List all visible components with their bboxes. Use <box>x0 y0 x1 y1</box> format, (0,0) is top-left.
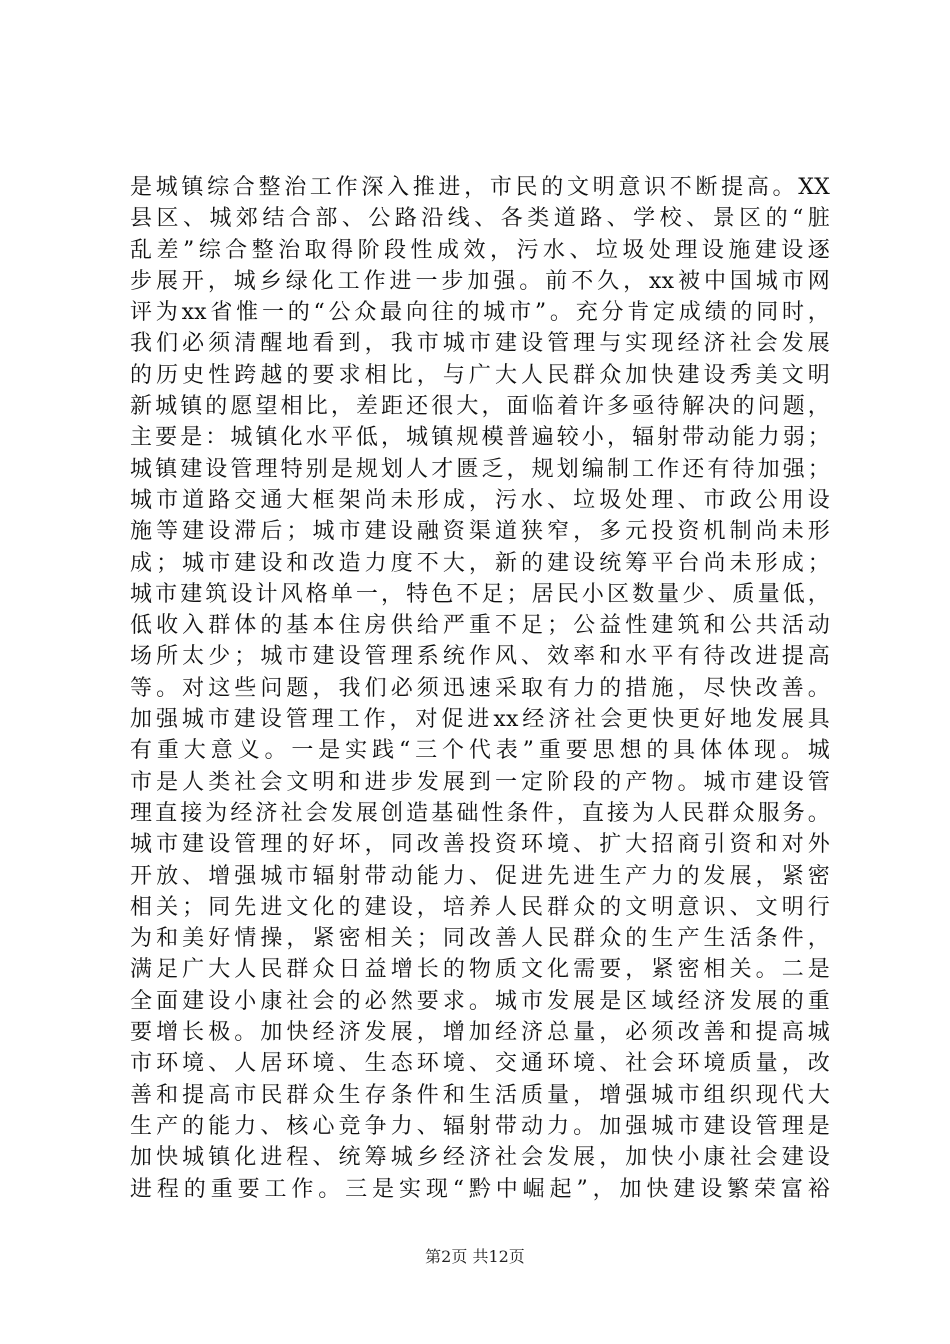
text-line: 生产的能力、核心竞争力、辐射带动力。加强城市建设管理是 <box>130 1113 830 1139</box>
text-line: 我们必须清醒地看到，我市城市建设管理与实现经济社会发展 <box>130 331 830 357</box>
text-line: 主要是：城镇化水平低，城镇规模普遍较小，辐射带动能力弱； <box>130 425 830 451</box>
text-line: 评为xx省惟一的“公众最向往的城市”。充分肯定成绩的同时， <box>130 300 830 326</box>
text-line: 市环境、人居环境、生态环境、交通环境、社会环境质量，改 <box>130 1051 830 1077</box>
text-line: 满足广大人民群众日益增长的物质文化需要，紧密相关。二是 <box>130 957 830 983</box>
text-line: 是城镇综合整治工作深入推进，市民的文明意识不断提高。XX <box>130 175 830 200</box>
text-line: 善和提高市民群众生存条件和生活质量，增强城市组织现代大 <box>130 1082 830 1108</box>
body-text <box>130 172 830 1205</box>
text-line: 城市道路交通大框架尚未形成，污水、垃圾处理、市政公用设 <box>130 487 830 513</box>
text-line: 市是人类社会文明和进步发展到一定阶段的产物。城市建设管 <box>130 769 830 795</box>
text-line: 有重大意义。一是实践“三个代表”重要思想的具体体现。城 <box>130 738 830 764</box>
text-line: 城市建设管理的好坏，同改善投资环境、扩大招商引资和对外 <box>130 832 830 858</box>
text-line: 为和美好情操，紧密相关；同改善人民群众的生产生活条件， <box>130 926 830 952</box>
text-line: 场所太少；城市建设管理系统作风、效率和水平有待改进提高 <box>130 644 830 670</box>
text-line: 全面建设小康社会的必然要求。城市发展是区域经济发展的重 <box>130 988 830 1014</box>
text-line: 开放、增强城市辐射带动能力、促进先进生产力的发展，紧密 <box>130 863 830 889</box>
text-line: 相关；同先进文化的建设，培养人民群众的文明意识、文明行 <box>130 894 830 920</box>
text-line: 低收入群体的基本住房供给严重不足；公益性建筑和公共活动 <box>130 613 830 639</box>
text-line: 城市建筑设计风格单一，特色不足；居民小区数量少、质量低， <box>130 581 830 607</box>
text-line: 新城镇的愿望相比，差距还很大，面临着许多亟待解决的问题， <box>130 394 830 420</box>
text-line: 等。对这些问题，我们必须迅速采取有力的措施，尽快改善。 <box>130 675 830 701</box>
text-line: 加强城市建设管理工作，对促进xx经济社会更快更好地发展具 <box>130 707 830 733</box>
text-line: 要增长极。加快经济发展，增加经济总量，必须改善和提高城 <box>130 1020 830 1046</box>
text-line: 施等建设滞后；城市建设融资渠道狭窄，多元投资机制尚未形 <box>130 519 830 545</box>
page-number-footer: 第2页 共12页 <box>425 1247 525 1266</box>
text-line: 步展开，城乡绿化工作进一步加强。前不久，xx被中国城市网 <box>130 268 830 294</box>
text-line: 成；城市建设和改造力度不大，新的建设统筹平台尚未形成； <box>130 550 830 576</box>
text-line: 城镇建设管理特别是规划人才匮乏，规划编制工作还有待加强； <box>130 456 830 482</box>
text-line: 县区、城郊结合部、公路沿线、各类道路、学校、景区的“脏 <box>130 206 830 232</box>
text-line: 的历史性跨越的要求相比，与广大人民群众加快建设秀美文明 <box>130 362 830 388</box>
text-line: 加快城镇化进程、统筹城乡经济社会发展，加快小康社会建设 <box>130 1145 830 1171</box>
text-line: 进程的重要工作。三是实现“黔中崛起”，加快建设繁荣富裕 <box>130 1176 830 1202</box>
text-line: 乱差”综合整治取得阶段性成效，污水、垃圾处理设施建设逐 <box>130 237 830 263</box>
text-line: 理直接为经济社会发展创造基础性条件，直接为人民群众服务。 <box>130 800 830 826</box>
